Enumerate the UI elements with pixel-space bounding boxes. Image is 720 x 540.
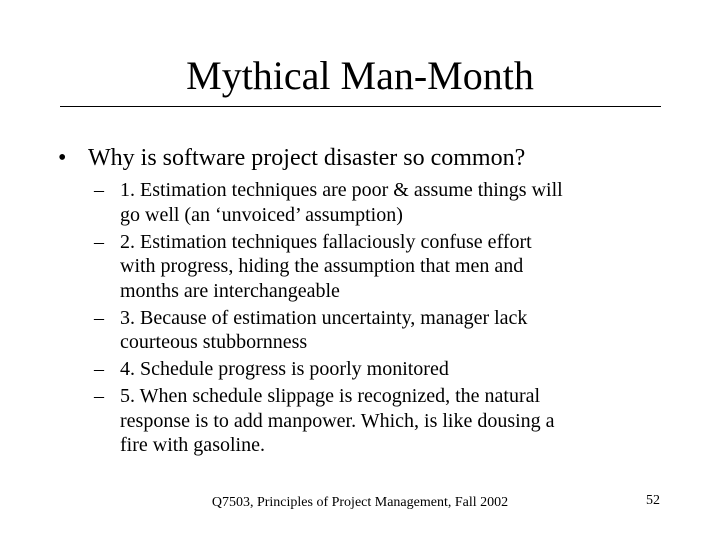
dash-marker: – <box>94 230 104 253</box>
slide-title: Mythical Man-Month <box>186 53 534 98</box>
reasons-list <box>94 178 674 460</box>
page-number: 52 <box>646 493 660 508</box>
reason-3-line-2: courteous stubbornness <box>120 331 308 353</box>
reason-item-5 <box>94 384 674 458</box>
reason-item-2 <box>94 230 674 304</box>
reason-5-line-1: 5. When schedule slippage is recognized, the natural <box>120 385 541 407</box>
reason-1-line-2: go well (an ‘unvoiced’ assumption) <box>120 203 403 226</box>
reason-2-line-1: 2. Estimation techniques fallaciously confuse effort <box>120 230 532 253</box>
reason-5-line-3: fire with gasoline. <box>120 434 265 456</box>
reason-1-line-1: 1. Estimation techniques are poor & assume things will <box>120 179 563 201</box>
bullet-marker: • <box>58 145 67 171</box>
reason-item-1 <box>94 178 674 227</box>
reason-item-4 <box>94 357 674 382</box>
slide-footer: Q7503, Principles of Project Management, Fall 2002 <box>211 495 509 510</box>
reason-2-line-2: with progress, hiding the assumption that men and <box>120 255 524 277</box>
reason-5-line-2: response is to add manpower. Which, is like dousing a <box>120 409 555 432</box>
title-divider <box>60 106 661 107</box>
reason-3-line-1: 3. Because of estimation uncertainty, manager lack <box>120 306 528 329</box>
main-bullet-text: Why is software project disaster so common? <box>88 145 526 171</box>
dash-marker: – <box>94 385 104 407</box>
reason-2-line-3: months are interchangeable <box>120 279 340 302</box>
dash-marker: – <box>94 306 104 329</box>
reason-item-3 <box>94 306 674 355</box>
dash-marker: – <box>94 358 104 380</box>
dash-marker: – <box>94 179 104 201</box>
reason-4-line-1: 4. Schedule progress is poorly monitored <box>120 358 449 380</box>
